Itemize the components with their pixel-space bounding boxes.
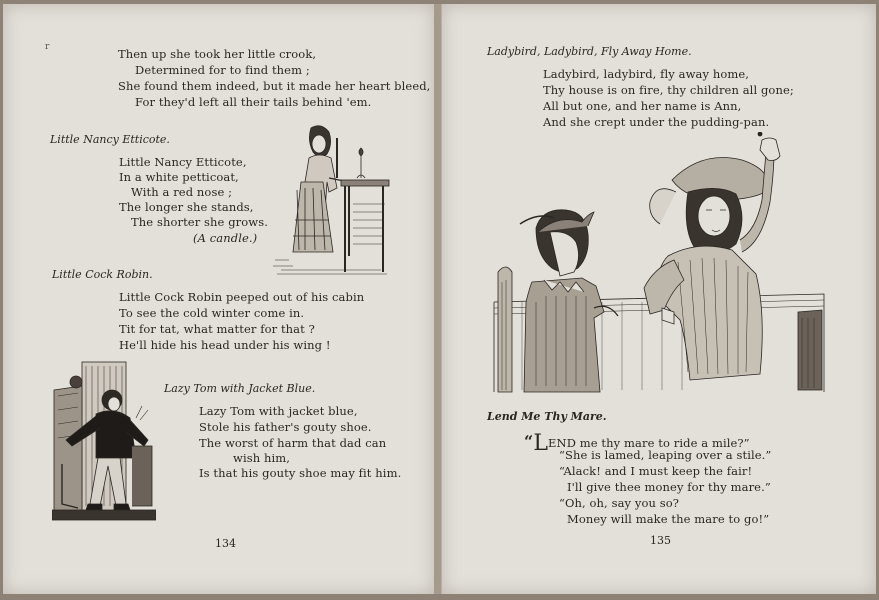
riddle-answer: (A candle.) (193, 231, 258, 245)
verse-line: She found them indeed, but it made her heart bleed, (118, 79, 431, 93)
first-line-rest: END me thy mare to ride a mile?” (548, 436, 750, 450)
verse-line: I'll give thee money for thy mare.” (567, 480, 771, 494)
verse-line: Little Cock Robin peeped out of his cabin (119, 290, 365, 304)
verse-line: “Alack! and I must keep the fair! (559, 464, 753, 478)
verse-line: Lazy Tom with jacket blue, (199, 404, 358, 418)
book-gutter (434, 4, 441, 594)
left-page (3, 4, 435, 594)
right-page (441, 4, 876, 594)
lazy-tom-illustration (52, 360, 156, 522)
verse-line: Is that his gouty shoe may fit him. (199, 466, 402, 480)
ladybird-children-illustration (492, 132, 832, 398)
page-number-left: 134 (215, 537, 236, 550)
drop-cap: L (533, 431, 549, 456)
verse-line: And she crept under the pudding-pan. (543, 115, 770, 129)
open-quote: “ (524, 432, 534, 451)
verse-line: Money will make the mare to go!” (567, 512, 770, 526)
verse-line: All but one, and her name is Ann, (543, 99, 742, 113)
verse-line: In a white petticoat, (119, 170, 239, 184)
verse-line: Determined for to find them ; (135, 63, 310, 77)
verse-line: To see the cold winter come in. (119, 306, 305, 320)
verse-line: Tit for tat, what matter for that ? (119, 322, 315, 336)
verse-line: “She is lamed, leaping over a stile.” (559, 448, 772, 462)
poem-title-ladybird: Ladybird, Ladybird, Fly Away Home. (487, 45, 692, 58)
poem-title-mare: Lend Me Thy Mare. (487, 410, 607, 423)
verse-line: wish him, (233, 451, 291, 465)
poem-title-nancy: Little Nancy Etticote. (50, 133, 170, 146)
verse-line: The shorter she grows. (131, 215, 268, 229)
verse-line: Thy house is on fire, thy children all gone; (543, 83, 794, 97)
verse-line: The worst of harm that dad can (199, 436, 387, 450)
verse-line: Ladybird, ladybird, fly away home, (543, 67, 750, 81)
verse-line: Then up she took her little crook, (118, 47, 317, 61)
verse-line: With a red nose ; (131, 185, 233, 199)
poem-title-robin: Little Cock Robin. (52, 268, 153, 281)
verse-line: For they'd left all their tails behind 'em. (135, 95, 372, 109)
page-number-right: 135 (650, 534, 671, 547)
verse-line: Little Nancy Etticote, (119, 155, 247, 169)
verse-line: He'll hide his head under his wing ! (119, 338, 331, 352)
stray-mark: r (45, 42, 50, 52)
verse-line: The longer she stands, (119, 200, 254, 214)
nancy-candle-illustration (271, 120, 393, 277)
verse-line: “Oh, oh, say you so? (559, 496, 680, 510)
poem-title-tom: Lazy Tom with Jacket Blue. (164, 382, 316, 395)
verse-line: Stole his father's gouty shoe. (199, 420, 372, 434)
